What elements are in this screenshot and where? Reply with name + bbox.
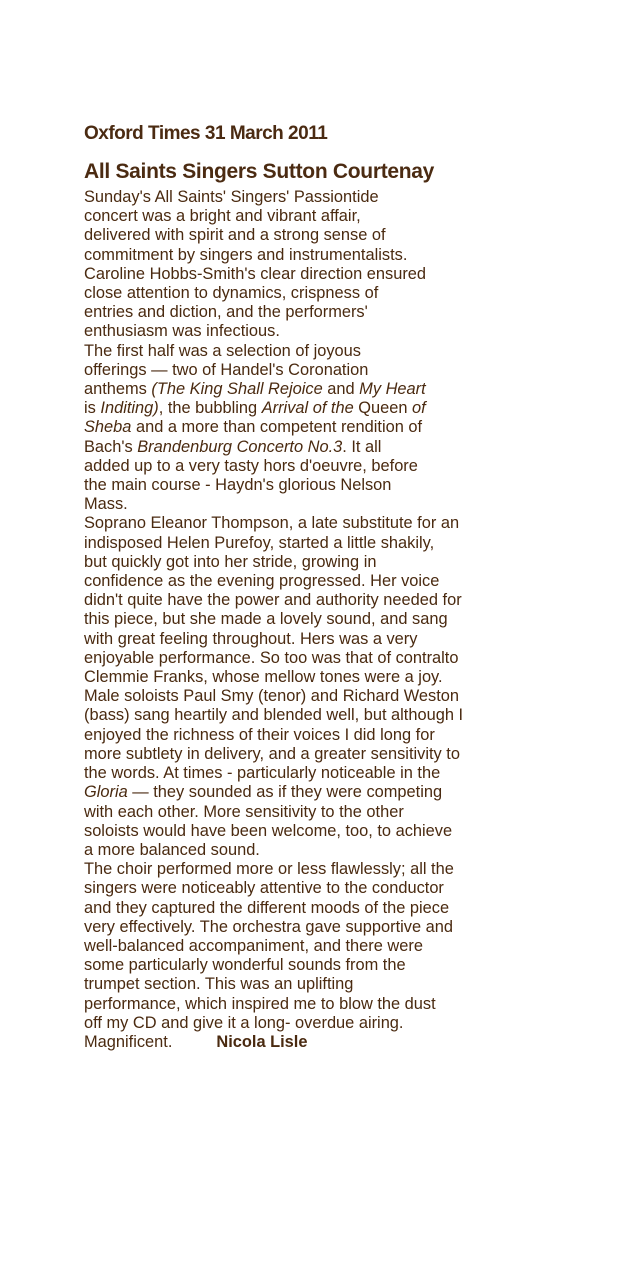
text-run: — they sounded as if they were competing xyxy=(127,783,443,802)
text-line: enthusiasm was infectious. xyxy=(84,322,280,341)
text-line: but quickly got into her stride, growing in xyxy=(84,552,377,571)
work-title: My Heart xyxy=(359,380,426,399)
headline: All Saints Singers Sutton Courtenay xyxy=(84,160,435,183)
text-line: (bass) sang heartily and blended well, but although I xyxy=(84,706,464,725)
text-line: very effectively. The orchestra gave supportive and xyxy=(84,917,453,936)
text-line: didn't quite have the power and authority needed for xyxy=(84,591,462,610)
text-line xyxy=(84,418,544,437)
text-run: and xyxy=(322,380,360,399)
text-line: close attention to dynamics, crispness of xyxy=(84,284,379,303)
paragraph-2 xyxy=(84,342,544,515)
text-line: Clemmie Franks, whose mellow tones were a joy. xyxy=(84,668,443,687)
text-line xyxy=(84,1033,544,1052)
text-line: concert was a bright and vibrant affair, xyxy=(84,207,361,226)
text-line xyxy=(84,380,544,399)
text-line: some particularly wonderful sounds from the xyxy=(84,956,406,975)
text-line: confidence as the evening progressed. Her voice xyxy=(84,572,440,591)
text-line: soloists would have been welcome, too, to achieve xyxy=(84,821,453,840)
work-title: Inditing) xyxy=(100,399,159,418)
article-body xyxy=(84,188,544,1052)
work-title: Sheba xyxy=(84,418,132,437)
text-line: this piece, but she made a lovely sound, and sang xyxy=(84,610,448,629)
text-line: enjoyed the richness of their voices I did long for xyxy=(84,725,435,744)
text-line: Soprano Eleanor Thompson, a late substitute for an xyxy=(84,514,460,533)
text-run: , the bubbling xyxy=(158,399,262,418)
text-run: Bach's xyxy=(84,437,138,456)
text-run: is xyxy=(84,399,101,418)
paragraph-4 xyxy=(84,860,544,1052)
text-line: with each other. More sensitivity to the other xyxy=(84,802,404,821)
text-line: Mass. xyxy=(84,495,128,514)
text-line: commitment by singers and instrumentalists. xyxy=(84,245,408,264)
text-line: the words. At times - particularly noticeable in the xyxy=(84,764,441,783)
work-title: (The King Shall Rejoice xyxy=(151,380,323,399)
text-line: the main course - Haydn's glorious Nelson xyxy=(84,476,392,495)
text-line xyxy=(84,438,544,457)
text-line: a more balanced sound. xyxy=(84,840,260,859)
text-line: The choir performed more or less flawlessly; all the xyxy=(84,860,454,879)
text-line: offerings — two of Handel's Coronation xyxy=(84,360,369,379)
text-line: well-balanced accompaniment, and there were xyxy=(84,936,423,955)
text-line: off my CD and give it a long- overdue airing. xyxy=(84,1013,404,1032)
text-line: Sunday's All Saints' Singers' Passiontide xyxy=(84,188,379,206)
paragraph-3 xyxy=(84,514,544,860)
text-run: . It all xyxy=(342,437,382,456)
text-line: with great feeling throughout. Hers was a very xyxy=(84,629,418,648)
text-line: more subtlety in delivery, and a greater sensitivity to xyxy=(84,744,460,763)
text-line: and they captured the different moods of the piece xyxy=(84,898,450,917)
text-line: delivered with spirit and a strong sense of xyxy=(84,226,386,245)
text-line xyxy=(84,783,544,802)
text-line: indisposed Helen Purefoy, started a little shakily, xyxy=(84,533,435,552)
text-line: singers were noticeably attentive to the conductor xyxy=(84,879,444,898)
work-title: Gloria xyxy=(84,783,128,802)
text-run: and a more than competent rendition of xyxy=(131,418,423,437)
text-run: anthems xyxy=(84,380,152,399)
text-line: trumpet section. This was an uplifting xyxy=(84,975,354,994)
paragraph-1 xyxy=(84,188,544,342)
publication-date-line: Oxford Times 31 March 2011 xyxy=(84,123,328,144)
text-line: Caroline Hobbs-Smith's clear direction ensured xyxy=(84,264,427,283)
text-run: Magnificent. xyxy=(84,1032,173,1051)
author-signature: Nicola Lisle xyxy=(216,1032,308,1051)
work-title: of xyxy=(412,399,426,418)
text-line xyxy=(84,399,544,418)
text-line: The first half was a selection of joyous xyxy=(84,341,361,360)
text-line: enjoyable performance. So too was that of contralto xyxy=(84,648,459,667)
text-line: performance, which inspired me to blow the dust xyxy=(84,994,436,1013)
work-title: Brandenburg Concerto No.3 xyxy=(137,437,343,456)
text-line: added up to a very tasty hors d'oeuvre, before xyxy=(84,456,418,475)
work-title: Arrival of the xyxy=(261,399,354,418)
text-line: entries and diction, and the performers' xyxy=(84,303,368,322)
text-run: Queen xyxy=(353,399,413,418)
text-line: Male soloists Paul Smy (tenor) and Richard Weston xyxy=(84,687,460,706)
